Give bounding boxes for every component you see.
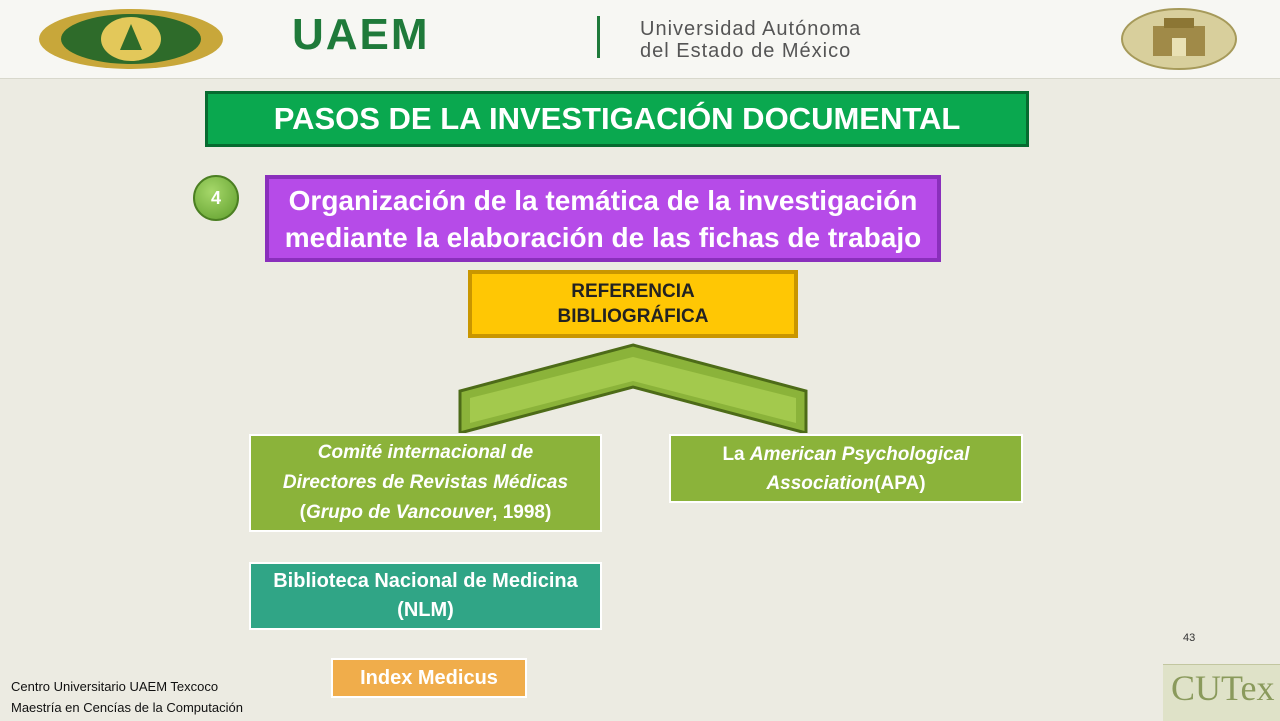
topic-line: Organización de la temática de la investigación	[288, 184, 918, 216]
building-emblem-logo	[1120, 8, 1238, 70]
topic-line: mediante la elaboración de las fichas de trabajo	[284, 221, 922, 253]
chevron-arrow-shape	[458, 343, 808, 433]
university-name: Universidad Autónoma del Estado de México	[640, 18, 862, 62]
uaem-seal-left-logo	[36, 6, 226, 72]
step-number-badge: 4	[193, 175, 239, 221]
apa-box: La American Psychological Association(APA)	[669, 434, 1023, 503]
header-divider	[597, 16, 600, 58]
page-number: 43	[1183, 632, 1196, 644]
header-banner	[0, 0, 1280, 79]
topic-box	[265, 175, 941, 262]
footer-text: Centro Universitario UAEM Texcoco Maestría en Cencías de la Computación	[11, 679, 243, 715]
index-medicus-box: Index Medicus	[331, 658, 527, 698]
page-title: PASOS DE LA INVESTIGACIÓN DOCUMENTAL	[205, 91, 1029, 147]
reference-box: REFERENCIA BIBLIOGRÁFICA	[468, 270, 798, 338]
nlm-box: Biblioteca Nacional de Medicina (NLM)	[249, 562, 602, 630]
uaem-logo-text: UAEM	[292, 10, 430, 59]
cutex-logo: CUTex	[1163, 664, 1280, 721]
vancouver-group-box: Comité internacional de Directores de Revistas Médicas (Grupo de Vancouver, 1998)	[249, 434, 602, 532]
